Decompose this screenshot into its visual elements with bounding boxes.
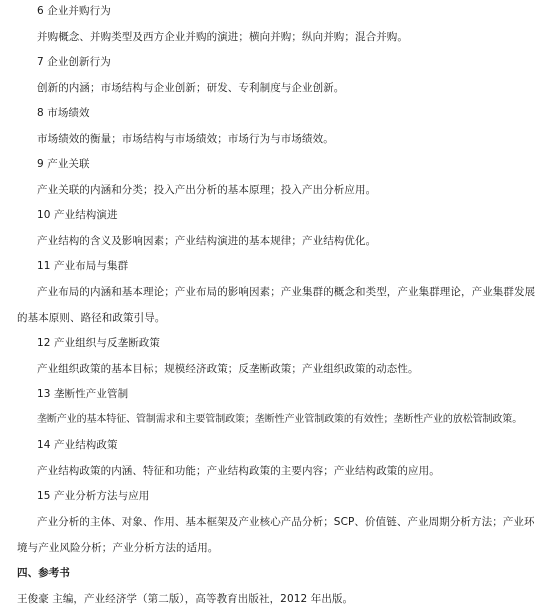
section-heading: 14 产业结构政策 (37, 439, 118, 451)
section-heading: 7 企业创新行为 (37, 56, 111, 68)
section-heading: 8 市场绩效 (37, 107, 90, 119)
references-heading: 四、参考书 (17, 567, 70, 579)
section-body-continuation: 境与产业风险分析；产业分析方法的适用。 (17, 542, 219, 554)
section-body: 市场绩效的衡量；市场结构与市场绩效；市场行为与市场绩效。 (37, 133, 334, 145)
section-heading: 15 产业分析方法与应用 (37, 490, 150, 502)
section-body: 产业结构的含义及影响因素；产业结构演进的基本规律；产业结构优化。 (37, 235, 377, 247)
section-heading: 10 产业结构演进 (37, 209, 118, 221)
section-heading: 9 产业关联 (37, 158, 90, 170)
section-heading: 12 产业组织与反垄断政策 (37, 337, 160, 349)
section-heading: 6 企业并购行为 (37, 5, 111, 17)
section-heading: 11 产业布局与集群 (37, 260, 129, 272)
section-body: 创新的内涵；市场结构与企业创新；研发、专利制度与企业创新。 (37, 82, 345, 94)
section-body: 产业结构政策的内涵、特征和功能；产业结构政策的主要内容；产业结构政策的应用。 (37, 465, 440, 477)
section-heading: 13 垄断性产业管制 (37, 388, 129, 400)
section-body-continuation: 的基本原则、路径和政策引导。 (17, 312, 166, 324)
section-body: 产业关联的内涵和分类；投入产出分析的基本原理；投入产出分析应用。 (37, 184, 377, 196)
section-body: 垄断产业的基本特征、管制需求和主要管制政策；垄断性产业管制政策的有效性；垄断性产业的放松管制政策。 (37, 414, 523, 425)
section-body: 并购概念、并购类型及西方企业并购的演进；横向并购；纵向并购；混合并购。 (37, 31, 408, 43)
section-body: 产业分析的主体、对象、作用、基本框架及产业核心产品分析；SCP、价值链、产业周期分析方法；产业环 (37, 516, 535, 528)
section-body: 产业组织政策的基本目标；规模经济政策；反垄断政策；产业组织政策的动态性。 (37, 363, 419, 375)
reference-item: 王俊豪 主编，产业经济学（第二版），高等教育出版社，2012 年出版。 (17, 593, 354, 605)
section-body: 产业布局的内涵和基本理论；产业布局的影响因素；产业集群的概念和类型，产业集群理论，产业集群发展 (37, 286, 536, 298)
